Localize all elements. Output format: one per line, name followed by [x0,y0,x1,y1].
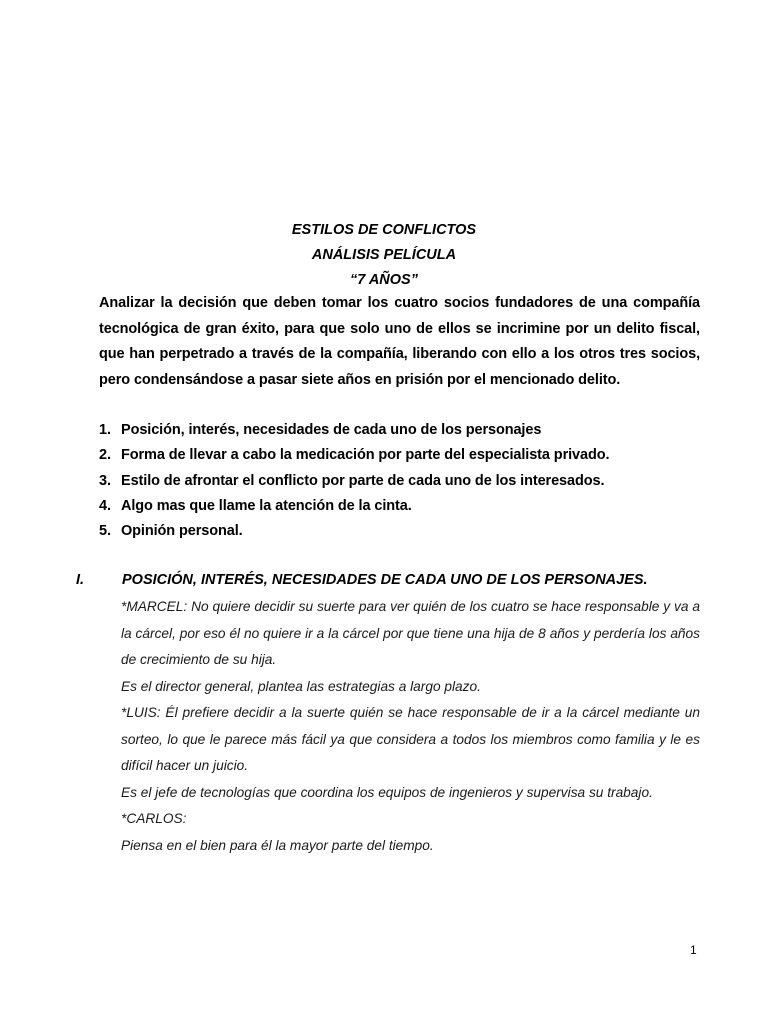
paragraph-carlos: *CARLOS: [121,811,187,826]
list-number: 3. [99,472,111,489]
film-title: “7 AÑOS” [350,272,418,288]
section-heading [76,568,716,592]
paragraph-luis: *LUIS: Él prefiere decidir a la suerte quién se hace responsable de ir a la cárcel mediante un sorteo, lo que le parece más fácil ya que considera a todos los miembros como familia y le es difícil hacer un juicio. [121,705,700,773]
list-item [99,443,700,468]
list-text: Forma de llevar a cabo la medicación por parte del especialista privado. [121,447,610,464]
list-number: 4. [99,497,111,514]
section-title: POSICIÓN, INTERÉS, NECESIDADES DE CADA UNO DE LOS PERSONAJES. [122,572,648,588]
paragraph-marcel: *MARCEL: No quiere decidir su suerte para ver quién de los cuatro se hace responsable y va a la cárcel, por eso él no quiere ir a la cárcel por que tiene una hija de 8 años y perdería los años de crecimiento de su hija. [121,599,700,667]
list-number: 2. [99,447,111,464]
list-item [99,494,700,519]
main-title: ESTILOS DE CONFLICTOS [291,222,477,238]
title-block [0,218,768,293]
list-text: Posición, interés, necesidades de cada uno de los personajes [121,422,542,438]
list-item [99,469,700,494]
list-text: Estilo de afrontar el conflicto por parte de cada uno de los interesados. [121,472,605,489]
list-item [99,418,700,443]
section-body [121,594,700,859]
section-numeral: I. [76,572,85,588]
page-number: 1 [690,943,697,957]
paragraph-carlos-desc: Piensa en el bien para él la mayor parte del tiempo. [121,837,434,853]
list-item [99,519,700,544]
list-text: Opinión personal. [121,523,243,540]
subtitle: ANÁLISIS PELÍCULA [311,247,457,263]
task-list [99,418,700,544]
list-text: Algo mas que llame la atención de la cinta. [121,497,412,514]
paragraph-marcel-role: Es el director general, plantea las estrategias a largo plazo. [121,678,481,694]
intro-paragraph: Analizar la decisión que deben tomar los cuatro socios fundadores de una compañía tecnológica de gran éxito, para que solo uno de ellos se incrimine por un delito fiscal, que han perpetrado a través de la compañía, liberando con ello a los otros tres socios, pero condensándose a pasar siete años en prisión por el mencionado delito. [99,295,700,388]
list-number: 5. [99,523,111,540]
list-number: 1. [99,422,111,438]
paragraph-luis-role: Es el jefe de tecnologías que coordina los equipos de ingenieros y supervisa su trabajo. [121,784,653,800]
